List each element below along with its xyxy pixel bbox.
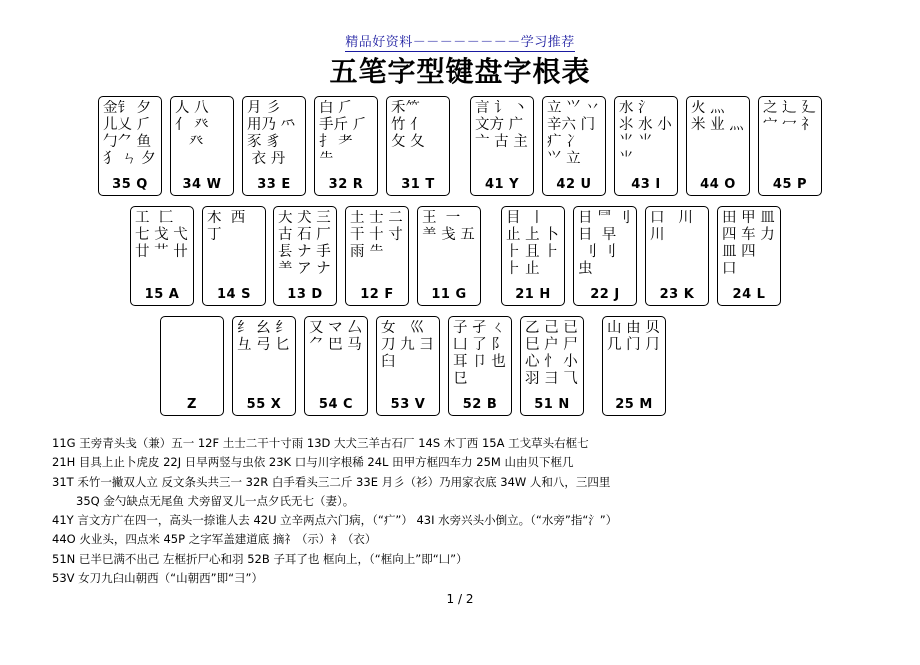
note-line: 53V 女刀九臼山朝西（“山朝西”即“彐”） (52, 571, 263, 586)
key-code: 43 I (631, 177, 661, 192)
key-15-a (130, 206, 194, 306)
key-roots: 山 由 贝 几 门 ⺆ (607, 320, 660, 353)
key-roots: 王 一 ⺷ 戋 五 (422, 210, 475, 243)
key-23-k (645, 206, 709, 306)
key-code: Z (187, 397, 197, 412)
key-14-s (202, 206, 266, 306)
key-34-w (170, 96, 234, 196)
page-title: 五笔字型键盘字根表 (329, 55, 591, 88)
key-32-r (314, 96, 378, 196)
key-roots: 乙 己 已 巳 户 尸 心 ⺖ 小 羽 ⺕ ⺄ (525, 320, 578, 387)
key-54-c (304, 316, 368, 416)
key-13-d (273, 206, 337, 306)
key-code: 13 D (287, 287, 323, 302)
key-52-b (448, 316, 512, 416)
key-code: 31 T (401, 177, 435, 192)
key-roots: 土 士 二 干 十 寸 雨 ⺧ (350, 210, 403, 260)
key-roots: 女 巛 刀 九 彐 臼 (381, 320, 434, 370)
key-41-y (470, 96, 534, 196)
key-roots: 之 辶 廴 宀 冖 礻 (763, 100, 816, 133)
key-24-l (717, 206, 781, 306)
key-11-g (417, 206, 481, 306)
key-code: 25 M (615, 397, 653, 412)
key-code: 45 P (772, 177, 808, 192)
key-code: 52 B (462, 397, 498, 412)
key-code: 55 X (246, 397, 282, 412)
key-25-m (602, 316, 666, 416)
key-roots: 木 西 丁 (207, 210, 246, 243)
key-code: 24 L (732, 287, 766, 302)
key-roots: 白 ⺁ 手斤 ⺁ 扌 ⺹ ⺧ (319, 100, 368, 167)
key-roots: 日 ⺜ 刂 日 早 刂 刂 虫 (578, 210, 631, 277)
key-roots: 纟 幺 纟 彑 弓 匕 (237, 320, 290, 353)
key-code: 41 Y (484, 177, 520, 192)
header-link[interactable]: 精品好资料－－－－－－－－学习推荐 (345, 35, 575, 50)
page-number: 1 / 2 (446, 592, 474, 606)
key-code: 32 R (328, 177, 364, 192)
key-21-h (501, 206, 565, 306)
key-code: 21 H (515, 287, 551, 302)
key-12-f (345, 206, 409, 306)
key-44-o (686, 96, 750, 196)
key-code: 51 N (534, 397, 570, 412)
note-line: 11G 王旁青头戋（兼）五一 12F 土士二干十寸雨 13D 大犬三羊古石厂 14S 木丁西 15A 工戈草头右框七 (52, 436, 589, 450)
key-roots: 人 八 亻 癶 癶 (175, 100, 209, 150)
key-roots: 田 甲 皿 四 车 力 皿 四 口 (722, 210, 775, 277)
key-roots: 子 孑 ㄑ 凵 了 阝 耳 卩 也 㔾 (453, 320, 506, 387)
key-roots: 禾⺮ 竹 ⺅ 攵 夂 (391, 100, 425, 150)
key-code: 44 O (700, 177, 736, 192)
key-22-j (573, 206, 637, 306)
note-line: 44O 火业头，四点米 45P 之字军盖建道底 摘礻（示）衤（衣） (52, 532, 377, 547)
key-code: 12 F (360, 287, 394, 302)
key-code: 54 C (318, 397, 354, 412)
key-roots: 立 ⺍ 丷 辛六 门 疒 冫 ⺍ 立 (547, 100, 600, 167)
key-43-i (614, 96, 678, 196)
key-roots: 金钅 夕 儿乂 ⺁ 勹⺈ 鱼 犭 ㄣ 夕 (103, 100, 156, 167)
key-31-t (386, 96, 450, 196)
key-51-n (520, 316, 584, 416)
key-roots: 月 彡 用乃 ⺤ 豕 豸 衣 丹 (247, 100, 296, 167)
note-line: 21H 目具上止卜虎皮 22J 日早两竖与虫依 23K 口与川字根稀 24L 田甲方框四车力 25M 山由贝下框几 (52, 455, 574, 470)
key-53-v (376, 316, 440, 416)
key-code: 22 J (590, 287, 620, 302)
key-code: 34 W (182, 177, 222, 192)
mnemonic-notes (52, 434, 892, 588)
key-code: 42 U (556, 177, 592, 192)
key-code: 23 K (659, 287, 695, 302)
key-code: 14 S (217, 287, 251, 302)
key-code: 53 V (390, 397, 426, 412)
key-55-x (232, 316, 296, 416)
key-roots: 大 犬 三 古 石 厂 镸 ナ 手 ⺷ ア ナ (278, 210, 331, 277)
key-roots: 言 讠 丶 文方 广 亠 古 主 (475, 100, 528, 150)
key-roots: 水 ⺡ ⺢ 水 小 ⺌ ⺌ ⺌ (619, 100, 672, 167)
note-line: 51N 已半巳满不出己 左框折尸心和羽 52B 子耳了也 框向上，（“框向上”即“凵”） (52, 551, 468, 566)
key-roots: 火 灬 米 业 灬 (691, 100, 744, 133)
key-roots: 工 匚 七 戈 弋 廿 艹 卄 (135, 210, 188, 260)
note-line: 41Y 言文方广在四一，高头一捺谁人去 42U 立辛两点六门病，（“疒”） 43I 水旁兴头小倒立。（“水旁”指“氵”） (52, 513, 618, 528)
note-line: 31T 禾竹一撇双人立 反文条头共三一 32R 白手看头三二斤 33E 月彡（衫）乃用家衣底 34W 人和八，三四里 (52, 474, 611, 489)
key-code: 35 Q (112, 177, 148, 192)
note-line: 35Q 金勺缺点无尾鱼 犬旁留叉儿一点夕氏无七（妻）。 (76, 493, 355, 508)
key-code: 11 G (431, 287, 467, 302)
key-roots: 目 丨 止 上 卜 ⺊ 且 ⺊ ⺊ 止 (506, 210, 559, 277)
key-code: 33 E (257, 177, 291, 192)
key-35-q (98, 96, 162, 196)
key-42-u (542, 96, 606, 196)
key-z (160, 316, 224, 416)
key-roots: 口 川 川 (650, 210, 693, 243)
key-roots: 又 マ 厶 ⺈ 巴 马 (309, 320, 362, 353)
key-33-e (242, 96, 306, 196)
key-code: 15 A (144, 287, 180, 302)
key-45-p (758, 96, 822, 196)
